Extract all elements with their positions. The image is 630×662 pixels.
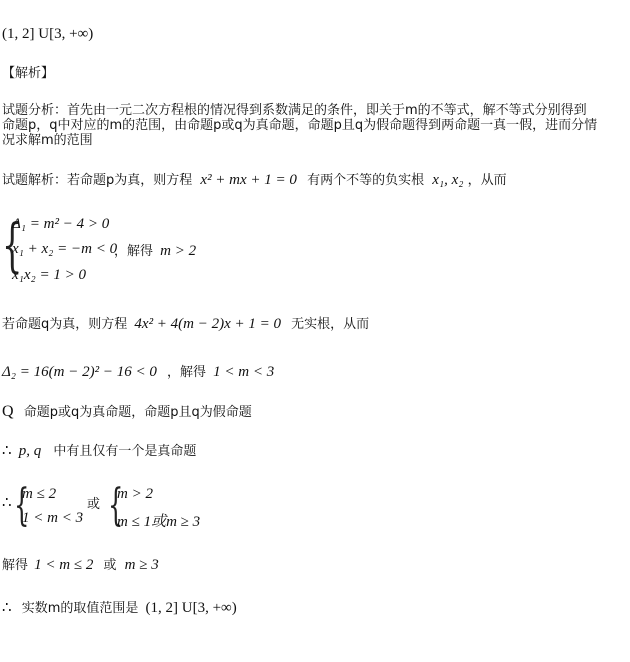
q-result-label: ，解得 — [166, 365, 206, 380]
or-word: 或 — [87, 497, 101, 512]
exactly-one-text: 中有且仅有一个是真命题 — [53, 444, 197, 459]
because-line — [2, 404, 252, 421]
final-range: (1, 2] U[3, +∞) — [145, 600, 237, 616]
therefore-symbol-2: ∴ — [2, 495, 12, 511]
because-symbol: Q — [2, 403, 14, 420]
p-system-row-1: Δ₁ = m² − 4 > 0 — [12, 216, 110, 232]
p-result-line — [114, 243, 196, 260]
analysis-line-3: 况求解m的范围 — [2, 133, 93, 148]
case-2 — [117, 486, 217, 530]
pq-label: p, q — [18, 443, 42, 459]
final-label: 实数m的取值范围是 — [21, 601, 139, 616]
solve-b: m ≥ 3 — [124, 557, 159, 573]
p-system-row-3: x₁x₂ = 1 > 0 — [12, 267, 86, 283]
solve-line — [2, 557, 159, 574]
case-2-row-2: m ≤ 1或m ≥ 3 — [117, 514, 201, 530]
analysis-line-2: 命题p，q中对应的m的范围，由命题p或q为真命题，命题p且q为假命题得到两命题一真一假，进而分情 — [2, 118, 598, 133]
therefore-line — [2, 443, 196, 460]
solution-q-intro: 若命题q为真，则方程 — [2, 317, 128, 332]
q-result: 1 < m < 3 — [213, 364, 275, 380]
solution-p-intro: 试题解析：若命题p为真，则方程 — [2, 173, 193, 188]
solve-a: 1 < m ≤ 2 — [34, 557, 94, 573]
p-result: m > 2 — [160, 243, 197, 259]
brace-icon: { — [14, 480, 30, 531]
p-system-row-2: x₁ + x₂ = −m < 0 — [12, 241, 118, 257]
solution-p-line — [2, 172, 507, 189]
solution-from: ，从而 — [467, 173, 507, 188]
answer-range: (1, 2] U[3, +∞) — [2, 26, 94, 42]
case-1-row-2: 1 < m < 3 — [22, 510, 84, 526]
solve-or: 或 — [103, 558, 117, 573]
analysis-heading: 【解析】 — [2, 66, 55, 81]
because-text: 命题p或q为真命题，命题p且q为假命题 — [23, 405, 252, 420]
solve-label: 解得 — [2, 558, 29, 573]
solution-p-tail: 有两个不等的负实根 — [307, 173, 425, 188]
q-delta-line — [2, 364, 274, 381]
therefore-symbol-3: ∴ — [2, 600, 12, 616]
roots-label: x₁, x₂ — [432, 172, 464, 188]
case-1 — [22, 486, 92, 526]
equation-p: x² + mx + 1 = 0 — [200, 172, 297, 188]
q-delta: Δ₂ = 16(m − 2)² − 16 < 0 — [2, 364, 157, 380]
p-result-label: ，解得 — [114, 244, 154, 259]
solution-q-line — [2, 316, 369, 333]
analysis-line-1: 试题分析：首先由一元二次方程根的情况得到系数满足的条件，即关于m的不等式，解不等式分别得到 — [2, 103, 587, 118]
solution-q-tail: 无实根，从而 — [291, 317, 370, 332]
brace-icon: { — [108, 480, 124, 531]
equation-q: 4x² + 4(m − 2)x + 1 = 0 — [134, 316, 282, 332]
therefore-symbol: ∴ — [2, 443, 12, 459]
case-2-row-1: m > 2 — [117, 486, 153, 502]
brace-icon: { — [2, 211, 23, 279]
case-1-row-1: m ≤ 2 — [22, 486, 57, 502]
final-line — [2, 600, 237, 617]
